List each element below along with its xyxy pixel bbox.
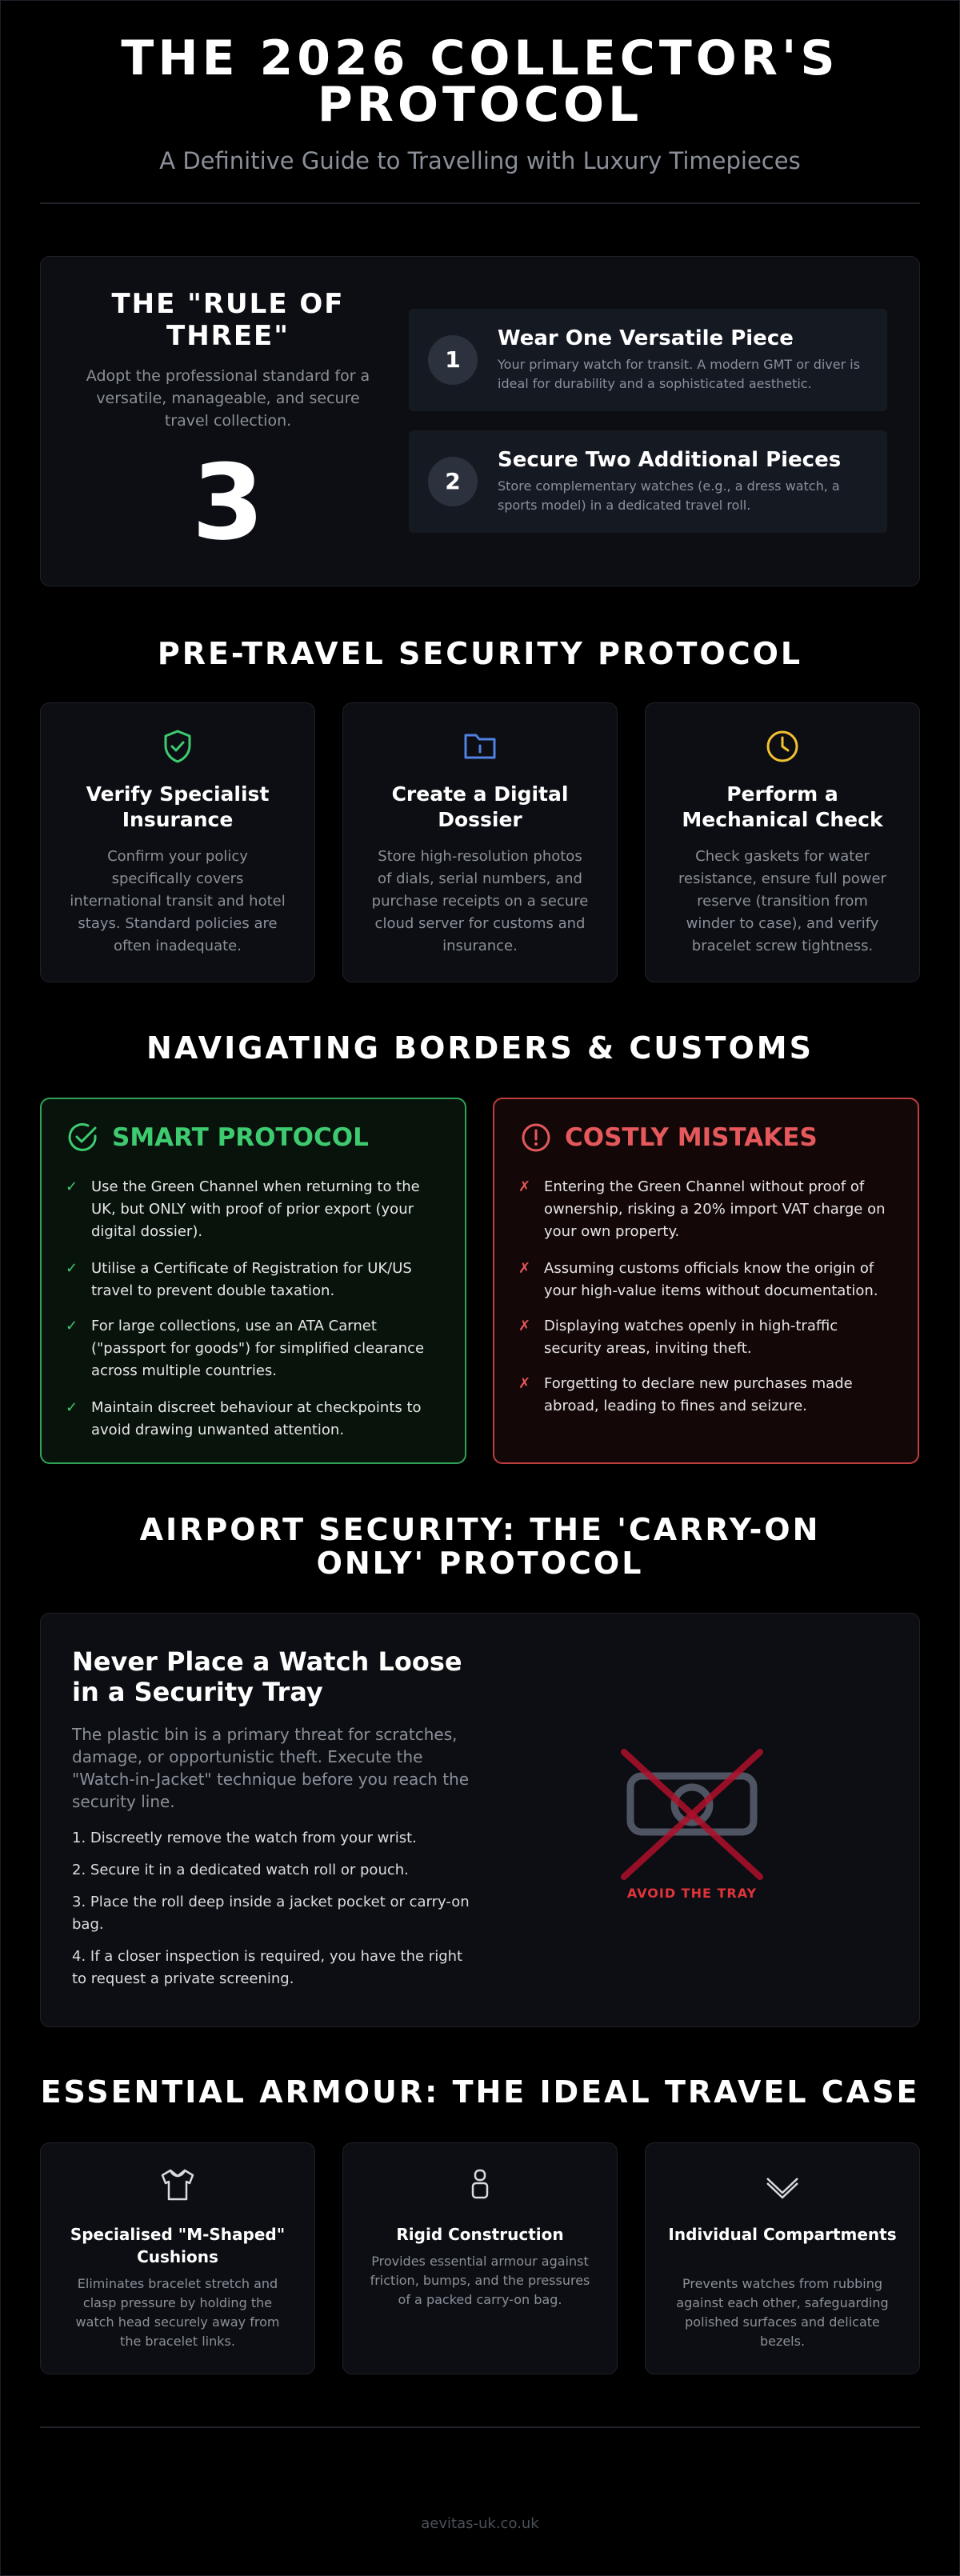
step-item xyxy=(409,430,887,533)
avoid-tray-label: AVOID THE TRAY xyxy=(626,1886,758,1901)
card-title: Individual Compartments xyxy=(668,2225,897,2244)
list-item: 3. Place the roll deep inside a jacket pocket or carry-on bag. xyxy=(72,1894,470,1933)
card-title: Perform a Mechanical Check xyxy=(682,782,883,831)
pre-travel-heading: PRE-TRAVEL SECURITY PROTOCOL xyxy=(157,636,803,671)
list-item: ✓ Use the Green Channel when returning to the UK, but ONLY with proof of prior export (your digital dossier). xyxy=(66,1176,442,1243)
customs-heading: NAVIGATING BORDERS & CUSTOMS xyxy=(146,1030,814,1066)
compartments-card xyxy=(645,2142,920,2374)
list-item: ✓ For large collections, use an ATA Carnet ("passport for goods") for simplified clearance across multiple countries. xyxy=(66,1315,442,1382)
list-item: ✗ Displaying watches openly in high-traffic security areas, inviting theft. xyxy=(518,1315,894,1360)
costly-mistakes-title: COSTLY MISTAKES xyxy=(565,1123,818,1152)
list-item: ✓ Maintain discreet behaviour at checkpoints to avoid drawing unwanted attention. xyxy=(66,1397,442,1442)
list-item: ✗ Entering the Green Channel without proof of ownership, risking a 20% import VAT charge on your own property. xyxy=(518,1176,894,1243)
rule-of-three-number: 3 xyxy=(191,442,265,563)
card-text: Eliminates bracelet stretch and clasp pressure by holding the watch head securely away from the bracelet links. xyxy=(75,2276,280,2349)
step-title: Wear One Versatile Piece xyxy=(498,326,794,350)
smart-protocol-title: SMART PROTOCOL xyxy=(112,1123,369,1152)
rule-of-three-title: THE "RULE OF THREE" xyxy=(111,288,345,352)
check-icon: ✓ xyxy=(66,1318,78,1334)
rigid-construction-card xyxy=(342,2142,618,2374)
compartments-icon xyxy=(646,2167,919,2206)
list-item: 2. Secure it in a dedicated watch roll or pouch. xyxy=(72,1862,409,1878)
list-item: ✗ Forgetting to declare new purchases made abroad, leading to fines and seizure. xyxy=(518,1373,894,1418)
insurance-card xyxy=(40,702,315,982)
check-icon: ✓ xyxy=(66,1399,78,1416)
cushions-card xyxy=(40,2142,315,2374)
card-text: Confirm your policy specifically covers international transit and hotel stays. Standard policies are often inadequate. xyxy=(70,848,286,954)
header-divider xyxy=(40,202,920,204)
list-item: ✗ Assuming customs officials know the origin of your high-value items without documentation. xyxy=(518,1258,894,1302)
cross-icon: ✗ xyxy=(518,1318,531,1334)
check-circle-icon xyxy=(67,1122,99,1154)
list-item: ✓ Utilise a Certificate of Registration for UK/US travel to prevent double taxation. xyxy=(66,1258,442,1302)
rigid-case-icon xyxy=(343,2167,617,2206)
card-text: Provides essential armour against friction, bumps, and the pressures of a packed carry-on bag. xyxy=(370,2254,590,2307)
page-title: THE 2026 COLLECTOR'S PROTOCOL xyxy=(121,30,839,133)
airport-heading: AIRPORT SECURITY: THE 'CARRY-ON ONLY' PROTOCOL xyxy=(139,1512,821,1581)
step-number-badge: 1 xyxy=(428,335,478,385)
armour-heading: ESSENTIAL ARMOUR: THE IDEAL TRAVEL CASE xyxy=(40,2074,920,2110)
card-text: Prevents watches from rubbing against each other, safeguarding polished surfaces and delicate bezels. xyxy=(676,2276,889,2349)
step-text: Store complementary watches (e.g., a dress watch, a sports model) in a dedicated travel roll. xyxy=(498,478,840,513)
cross-icon: ✗ xyxy=(518,1260,531,1277)
card-text: Store high-resolution photos of dials, serial numbers, and purchase receipts on a secure cloud server for customs and insurance. xyxy=(371,848,589,954)
mechanical-check-card xyxy=(645,702,920,982)
check-icon: ✓ xyxy=(66,1260,78,1277)
shield-check-icon xyxy=(41,729,314,767)
list-item: 4. If a closer inspection is required, you have the right to request a private screening. xyxy=(72,1948,463,1987)
airport-text: The plastic bin is a primary threat for scratches, damage, or opportunistic theft. Execute the "Watch-in-Jacket" technique before you reach the security line. xyxy=(72,1725,470,1811)
card-text: Check gaskets for water resistance, ensure full power reserve (transition from winder to case), and verify bracelet screw tightness. xyxy=(678,848,886,954)
no-tray-icon xyxy=(621,1744,765,1904)
step-title: Secure Two Additional Pieces xyxy=(498,448,842,472)
card-title: Create a Digital Dossier xyxy=(391,782,569,831)
card-title: Rigid Construction xyxy=(396,2225,564,2244)
rule-of-three-text: Adopt the professional standard for a versatile, manageable, and secure travel collection. xyxy=(86,367,370,430)
step-item xyxy=(409,309,887,411)
cross-icon: ✗ xyxy=(518,1178,531,1195)
cushion-icon xyxy=(41,2167,314,2206)
cross-icon: ✗ xyxy=(518,1375,531,1392)
costly-mistakes-panel xyxy=(493,1098,919,1464)
smart-protocol-panel xyxy=(40,1098,466,1464)
list-item: 1. Discreetly remove the watch from your wrist. xyxy=(72,1830,417,1846)
check-icon: ✓ xyxy=(66,1178,78,1195)
card-title: Verify Specialist Insurance xyxy=(86,782,270,831)
clock-icon xyxy=(646,729,919,767)
dossier-card xyxy=(342,702,618,982)
step-text: Your primary watch for transit. A modern GMT or diver is ideal for durability and a sophisticated aesthetic. xyxy=(498,357,861,391)
card-title: Specialised "M-Shaped" Cushions xyxy=(70,2225,286,2266)
folder-icon xyxy=(343,729,617,764)
step-number-badge: 2 xyxy=(428,457,478,506)
footer-divider xyxy=(40,2426,920,2428)
footer-domain: aevitas-uk.co.uk xyxy=(421,2515,539,2532)
page-subtitle: A Definitive Guide to Travelling with Luxury Timepieces xyxy=(159,147,801,174)
airport-title: Never Place a Watch Loose in a Security Tray xyxy=(72,1646,462,1707)
alert-circle-icon xyxy=(520,1122,552,1154)
